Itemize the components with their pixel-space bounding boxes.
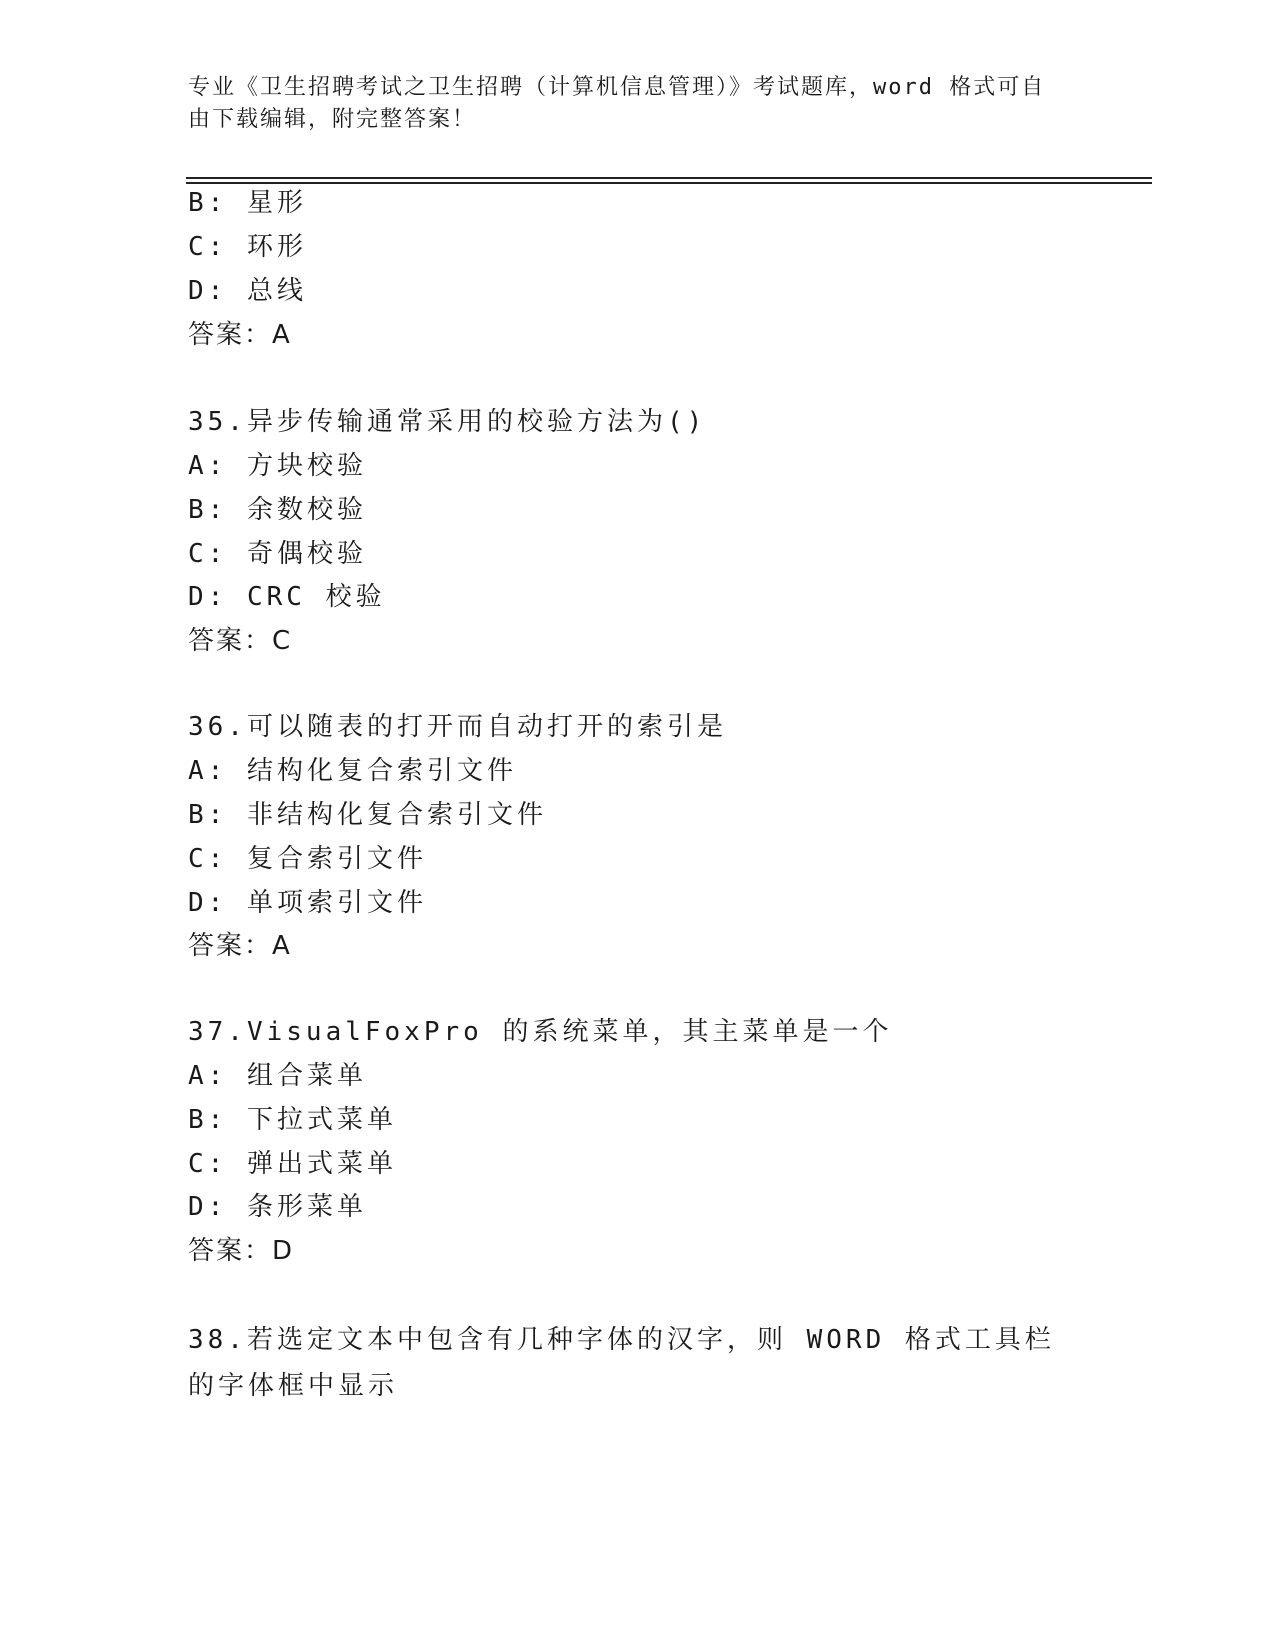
header-divider-top: [186, 177, 1152, 179]
question-stem: 35.异步传输通常采用的校验方法为(): [188, 407, 707, 437]
option-c: C: 奇偶校验: [188, 539, 367, 569]
option-d: D: 单项索引文件: [188, 888, 427, 918]
option-b: B: 下拉式菜单: [188, 1105, 397, 1135]
document-header: 专业《卫生招聘考试之卫生招聘（计算机信息管理）》考试题库，word 格式可自由下载编辑，附完整答案！: [188, 75, 1046, 132]
answer: 答案：A: [188, 320, 292, 350]
option-b: B: 星形: [188, 188, 307, 218]
option-d: D: 条形菜单: [188, 1192, 367, 1222]
answer: 答案：A: [188, 931, 292, 961]
option-a: A: 方块校验: [188, 451, 367, 481]
question-stem: 37.VisualFoxPro 的系统菜单，其主菜单是一个: [188, 1017, 893, 1047]
question-stem: 36.可以随表的打开而自动打开的索引是: [188, 712, 727, 742]
answer: 答案：C: [188, 626, 293, 656]
option-a: A: 组合菜单: [188, 1061, 367, 1091]
header-divider-bottom: [186, 182, 1152, 184]
option-b: B: 非结构化复合索引文件: [188, 800, 547, 830]
option-b: B: 余数校验: [188, 495, 367, 525]
question-stem: 38.若选定文本中包含有几种字体的汉字，则 WORD 格式工具栏的字体框中显示: [188, 1325, 1055, 1401]
option-a: A: 结构化复合索引文件: [188, 756, 517, 786]
option-d: D: 总线: [188, 276, 307, 306]
option-c: C: 复合索引文件: [188, 844, 427, 874]
option-d: D: CRC 校验: [188, 582, 386, 612]
answer: 答案：D: [188, 1236, 295, 1266]
option-c: C: 弹出式菜单: [188, 1149, 397, 1179]
option-c: C: 环形: [188, 232, 307, 262]
